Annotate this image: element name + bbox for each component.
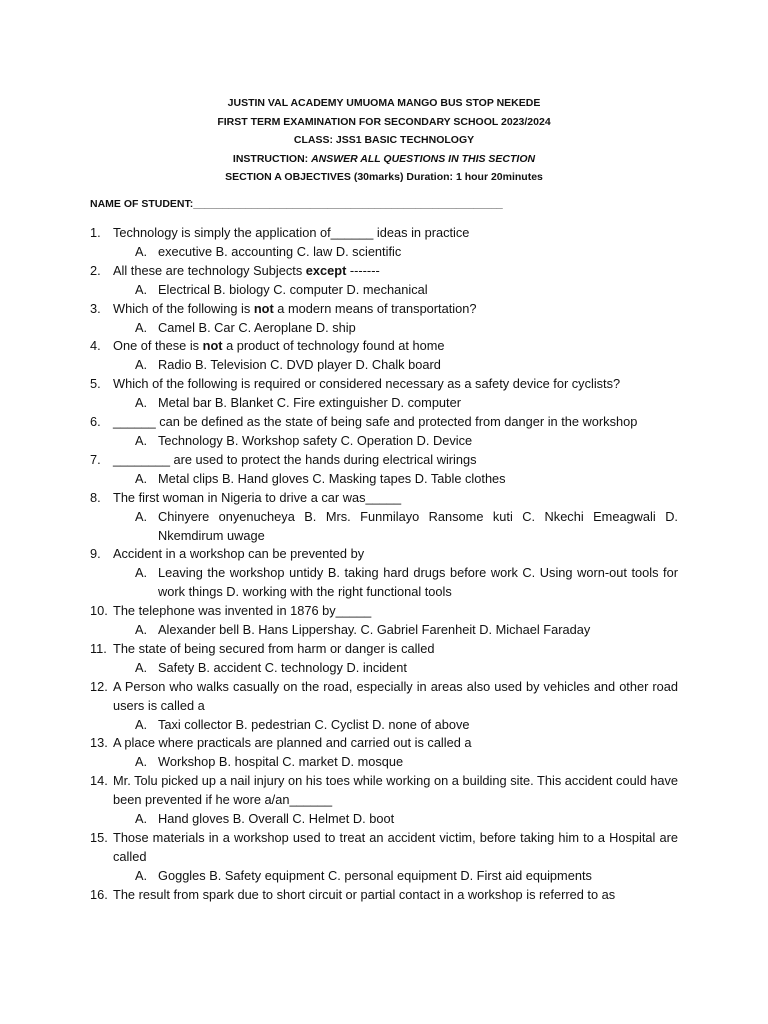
question-item <box>90 829 678 886</box>
answer-options <box>90 753 678 772</box>
question-text-part: All these are technology Subjects <box>113 262 306 278</box>
question-number: 5. <box>90 376 101 392</box>
question-text-part: Which of the following is <box>113 300 254 316</box>
options-text: Technology B. Workshop safety C. Operation D. Device <box>158 432 473 448</box>
question-number: 11. <box>90 640 107 656</box>
answer-options <box>90 394 678 413</box>
question-emphasis: not <box>253 300 274 316</box>
answer-options <box>90 716 678 735</box>
question-item <box>90 451 678 489</box>
answer-options <box>90 621 678 640</box>
question-text-part: a product of technology found at home <box>222 338 445 354</box>
option-letter: A. <box>135 659 148 675</box>
option-letter: A. <box>135 432 148 448</box>
question-text <box>113 489 678 508</box>
class-label: CLASS: JSS1 BASIC TECHNOLOGY <box>293 134 475 146</box>
question-item <box>90 734 678 772</box>
options-text: Taxi collector B. pedestrian C. Cyclist D. none of above <box>158 716 470 732</box>
answer-options <box>90 508 678 546</box>
question-row <box>90 545 678 564</box>
question-text <box>113 451 678 470</box>
question-emphasis: except <box>305 262 347 278</box>
question-row <box>90 224 678 243</box>
question-text <box>113 734 678 753</box>
options-text: Radio B. Television C. DVD player D. Chalk board <box>158 357 441 373</box>
question-number: 8. <box>90 489 101 505</box>
question-number: 2. <box>90 262 101 278</box>
option-letter: A. <box>135 357 148 373</box>
question-number: 10. <box>90 603 108 619</box>
question-text <box>113 829 678 867</box>
question-item <box>90 262 678 300</box>
answer-options <box>90 432 678 451</box>
option-letter: A. <box>135 243 148 259</box>
question-row <box>90 678 678 716</box>
question-text-part: Which of the following is required or considered necessary as a safety device for cyclists? <box>113 376 621 392</box>
option-letter: A. <box>135 716 148 732</box>
question-item <box>90 337 678 375</box>
question-text-part: ________ are used to protect the hands during electrical wirings <box>113 451 477 467</box>
question-row <box>90 640 678 659</box>
answer-options <box>90 659 678 678</box>
options-text: Alexander bell B. Hans Lippershay. C. Gabriel Farenheit D. Michael Faraday <box>158 622 591 638</box>
question-row <box>90 413 678 432</box>
question-text <box>113 337 678 356</box>
answer-options <box>90 356 678 375</box>
question-text <box>113 678 678 716</box>
student-name-label: NAME OF STUDENT: <box>90 198 194 210</box>
question-emphasis: not <box>202 338 223 354</box>
answer-options <box>90 810 678 829</box>
options-text: Workshop B. hospital C. market D. mosque <box>158 754 404 770</box>
question-item <box>90 640 678 678</box>
question-text-part: The first woman in Nigeria to drive a car was_____ <box>113 489 402 505</box>
option-letter: A. <box>135 867 148 883</box>
answer-options <box>90 564 678 602</box>
options-text: executive B. accounting C. law D. scientific <box>158 243 402 259</box>
answer-options <box>90 281 678 300</box>
question-text-part: ______ can be defined as the state of being safe and protected from danger in the workshop <box>113 414 638 430</box>
question-text <box>113 886 678 905</box>
option-letter: A. <box>135 565 148 581</box>
question-item <box>90 300 678 338</box>
question-row <box>90 300 678 319</box>
question-text-part: Mr. Tolu picked up a nail injury on his toes while working on a building site. This accident could have been prevented if he wore a/an______ <box>113 773 678 808</box>
question-text <box>113 545 678 564</box>
question-number: 6. <box>90 414 101 430</box>
question-text-part: a modern means of transportation? <box>273 300 477 316</box>
options-text: Metal bar B. Blanket C. Fire extinguisher D. computer <box>158 395 461 411</box>
question-row <box>90 886 678 905</box>
question-number: 16. <box>90 886 108 902</box>
question-text-part: A Person who walks casually on the road, especially in areas also used by vehicles and other road users is called a <box>113 678 678 713</box>
question-item <box>90 224 678 262</box>
question-row <box>90 772 678 810</box>
options-text: Electrical B. biology C. computer D. mechanical <box>158 281 428 297</box>
question-number: 13. <box>90 735 108 751</box>
question-item <box>90 413 678 451</box>
option-letter: A. <box>135 470 148 486</box>
question-row <box>90 375 678 394</box>
instruction-text: ANSWER ALL QUESTIONS IN THIS SECTION <box>311 152 536 165</box>
exam-header <box>0 94 768 187</box>
question-number: 1. <box>90 225 101 240</box>
instruction-line <box>0 150 768 169</box>
answer-options <box>90 319 678 338</box>
question-row <box>90 451 678 470</box>
answer-options <box>90 243 678 262</box>
question-number: 4. <box>90 338 101 354</box>
school-name: JUSTIN VAL ACADEMY UMUOMA MANGO BUS STOP NEKEDE <box>227 97 541 109</box>
instruction-label: INSTRUCTION: <box>232 152 309 165</box>
question-text-part: The state of being secured from harm or danger is called <box>113 640 435 656</box>
question-item <box>90 772 678 829</box>
question-number: 15. <box>90 830 108 845</box>
question-row <box>90 734 678 753</box>
question-item <box>90 602 678 640</box>
answer-options <box>90 470 678 489</box>
question-row <box>90 489 678 508</box>
question-number: 7. <box>90 451 101 467</box>
options-text: Safety B. accident C. technology D. incident <box>158 659 407 675</box>
question-text-part: A place where practicals are planned and carried out is called a <box>113 735 472 751</box>
question-number: 14. <box>90 773 108 789</box>
options-text: Camel B. Car C. Aeroplane D. ship <box>158 319 356 335</box>
question-item <box>90 489 678 546</box>
question-text <box>113 640 678 659</box>
question-row <box>90 602 678 621</box>
option-letter: A. <box>135 281 148 297</box>
question-number: 3. <box>90 300 101 316</box>
question-text <box>113 602 678 621</box>
question-text <box>113 224 678 243</box>
question-text <box>113 772 678 810</box>
question-row <box>90 829 678 867</box>
options-text: Metal clips B. Hand gloves C. Masking tapes D. Table clothes <box>158 470 506 486</box>
options-text: Chinyere onyenucheya B. Mrs. Funmilayo Ransome kuti C. Nkechi Emeagwali D. Nkemdirum uwage <box>158 508 678 543</box>
question-item <box>90 886 678 905</box>
question-text-part: Accident in a workshop can be prevented by <box>113 546 365 562</box>
question-text-part: The result from spark due to short circuit or partial contact in a workshop is referred to as <box>113 886 616 902</box>
question-item <box>90 545 678 602</box>
question-list <box>90 224 678 905</box>
question-text-part: Those materials in a workshop used to treat an accident victim, before taking him to a Hospital are called <box>113 830 678 864</box>
question-text-part: Technology is simply the application of______ ideas in practice <box>113 225 470 240</box>
section-title: SECTION A OBJECTIVES (30marks) Duration: 1 hour 20minutes <box>225 171 543 183</box>
question-text <box>113 375 678 394</box>
options-text: Leaving the workshop untidy B. taking hard drugs before work C. Using worn-out tools for work things D. working with the right functional tools <box>158 565 678 600</box>
question-item <box>90 678 678 735</box>
option-letter: A. <box>135 622 148 638</box>
question-text <box>113 300 678 319</box>
question-text <box>113 413 678 432</box>
options-text: Hand gloves B. Overall C. Helmet D. boot <box>158 811 395 827</box>
question-row <box>90 337 678 356</box>
question-item <box>90 375 678 413</box>
exam-title: FIRST TERM EXAMINATION FOR SECONDARY SCHOOL 2023/2024 <box>217 115 551 128</box>
question-row <box>90 262 678 281</box>
question-number: 12. <box>90 678 108 694</box>
student-name-line: _____________________________________________________ <box>193 198 503 210</box>
option-letter: A. <box>135 395 148 411</box>
question-number: 9. <box>90 546 101 562</box>
answer-options <box>90 867 678 886</box>
option-letter: A. <box>135 811 148 827</box>
question-text-part: One of these is <box>113 338 203 354</box>
option-letter: A. <box>135 319 148 335</box>
option-letter: A. <box>135 508 148 524</box>
question-text <box>113 262 678 281</box>
question-text-part: ------- <box>346 262 380 278</box>
question-text-part: The telephone was invented in 1876 by_____ <box>113 603 372 619</box>
options-text: Goggles B. Safety equipment C. personal equipment D. First aid equipments <box>158 867 592 883</box>
option-letter: A. <box>135 754 148 770</box>
student-name-row <box>90 198 503 210</box>
